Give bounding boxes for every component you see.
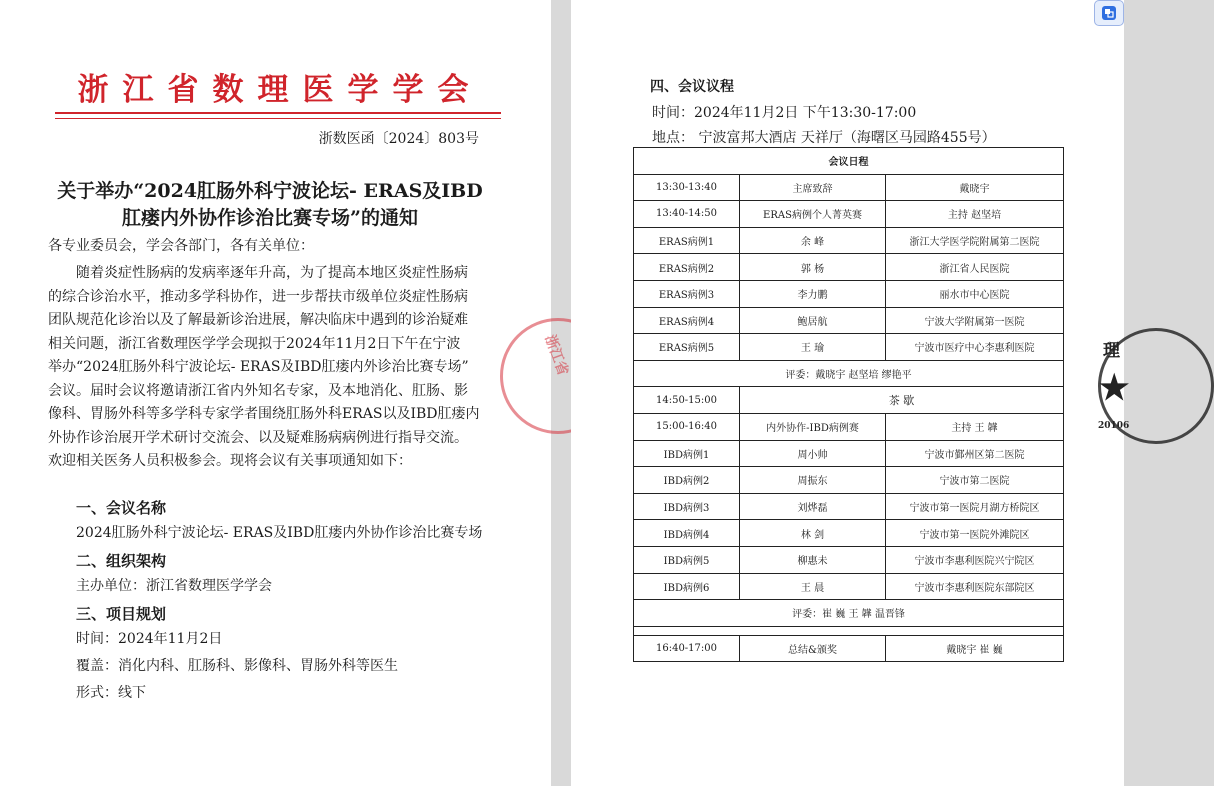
table-row: [634, 467, 1064, 494]
table-row: [634, 520, 1064, 547]
section-3-format: 形式：线下: [76, 685, 146, 701]
translate-icon[interactable]: [1094, 0, 1124, 26]
cell-time: 13:40-14:50: [634, 201, 740, 228]
body-line: 外协作诊治展开学术研讨交流会、以及疑难肠病病例进行指导交流。: [48, 429, 468, 446]
cell-time: 15:00-16:40: [634, 413, 740, 440]
seal-text: 浙江省: [541, 332, 571, 378]
table-row: [634, 307, 1064, 334]
cell-presenter: 王 瑜: [740, 334, 886, 361]
judges-text: 评委：戴晓宇 赵坚培 缪艳平: [634, 360, 1064, 387]
table-row: [634, 201, 1064, 228]
body-line: 相关问题，浙江省数理医学学会现拟于2024年11月2日下午在宁波: [48, 335, 461, 352]
table-row: [634, 254, 1064, 281]
cell-presenter: 鲍居航: [740, 307, 886, 334]
cell-case: IBD病例3: [634, 493, 740, 520]
cell-case: ERAS病例1: [634, 227, 740, 254]
title-line-1: 关于举办“2024肛肠外科宁波论坛- ERAS及IBD: [57, 180, 483, 202]
section-4-heading: 四、会议议程: [650, 79, 734, 95]
cell-presenter: 李力鹏: [740, 280, 886, 307]
cell-case: ERAS病例3: [634, 280, 740, 307]
table-title: 会议日程: [634, 148, 1064, 175]
cell-case: IBD病例6: [634, 573, 740, 600]
cell-hospital: 宁波市鄞州区第二医院: [886, 440, 1064, 467]
cell-presenter: 郭 杨: [740, 254, 886, 281]
cell-case: IBD病例2: [634, 467, 740, 494]
stamp-char: 理: [1103, 341, 1120, 361]
cell-presenter: 周振东: [740, 467, 886, 494]
document-number: 浙数医函〔2024〕803号: [318, 131, 479, 147]
table-row: [634, 280, 1064, 307]
letterhead-rule-thin: [55, 118, 501, 119]
cell-presenter: 周小帅: [740, 440, 886, 467]
meeting-location: 地点： 宁波富邦大酒店 天祥厅（海曙区马园路455号）: [652, 130, 996, 146]
table-row: [634, 440, 1064, 467]
cell-case: IBD病例5: [634, 546, 740, 573]
cell-presenter: 王 晨: [740, 573, 886, 600]
section-2-heading: 二、组织架构: [76, 552, 167, 570]
table-row: [634, 493, 1064, 520]
spacer-cell: [634, 626, 1064, 635]
body-line: 像科、胃肠外科等多学科专家学者围绕肛肠外科ERAS以及IBD肛瘘内: [48, 406, 480, 422]
cell-time: 13:30-13:40: [634, 174, 740, 201]
agenda-table: [633, 147, 1064, 662]
cell-presenter: 柳惠未: [740, 546, 886, 573]
table-row: [634, 413, 1064, 440]
section-3-heading: 三、项目规划: [76, 605, 167, 623]
judges-text: 评委：崔 巍 王 韡 温晋锋: [634, 600, 1064, 627]
cell-case: ERAS病例2: [634, 254, 740, 281]
cell-presenter: 刘烨磊: [740, 493, 886, 520]
body-line: 的综合诊治水平，推动多学科协作，进一步帮扶市级单位炎症性肠病: [48, 288, 468, 305]
letterhead: 浙江省数理医学学会: [77, 72, 483, 108]
cell-person: 主持 王 韡: [886, 413, 1064, 440]
left-page: [0, 0, 551, 786]
cell-time: 16:40-17:00: [634, 635, 740, 662]
spacer-row: [634, 626, 1064, 635]
judges-row: [634, 600, 1064, 627]
cell-hospital: 浙江大学医学院附属第二医院: [886, 227, 1064, 254]
cell-hospital: 宁波市李惠利医院兴宁院区: [886, 546, 1064, 573]
table-row: [634, 334, 1064, 361]
cell-hospital: 丽水市中心医院: [886, 280, 1064, 307]
table-row: [634, 573, 1064, 600]
cell-hospital: 宁波市第一医院月湖方桥院区: [886, 493, 1064, 520]
star-icon: ★: [1099, 368, 1130, 408]
cell-presenter: 余 峰: [740, 227, 886, 254]
cell-case: IBD病例1: [634, 440, 740, 467]
cell-topic: 总结&颁奖: [740, 635, 886, 662]
section-1-text: 2024肛肠外科宁波论坛- ERAS及IBD肛瘘内外协作诊治比赛专场: [76, 525, 483, 541]
cell-topic: ERAS病例个人菁英赛: [740, 201, 886, 228]
cell-person: 戴晓宇 崔 巍: [886, 635, 1064, 662]
body-line: 欢迎相关医务人员积极参会。现将会议有关事项通知如下：: [48, 453, 412, 469]
cell-case: IBD病例4: [634, 520, 740, 547]
table-row: [634, 546, 1064, 573]
cell-hospital: 宁波市第一医院外滩院区: [886, 520, 1064, 547]
cell-break: 茶 歇: [740, 387, 1064, 414]
table-row: [634, 174, 1064, 201]
cell-hospital: 宁波市第二医院: [886, 467, 1064, 494]
table-row: [634, 387, 1064, 414]
section-3-coverage: 覆盖：消化内科、肛肠科、影像科、胃肠外科等医生: [76, 658, 398, 674]
body-line: 团队规范化诊治以及了解最新诊治进展，解决临床中遇到的诊治疑难: [48, 312, 468, 328]
table-row: [634, 635, 1064, 662]
table-title-row: [634, 148, 1064, 175]
cell-topic: 主席致辞: [740, 174, 886, 201]
cell-person: 主持 赵坚培: [886, 201, 1064, 228]
cell-time: 14:50-15:00: [634, 387, 740, 414]
body-paragraph: [48, 262, 494, 474]
cell-hospital: 宁波市医疗中心李惠利医院: [886, 334, 1064, 361]
section-1-heading: 一、会议名称: [76, 499, 167, 517]
cell-hospital: 宁波大学附属第一医院: [886, 307, 1064, 334]
body-line: 随着炎症性肠病的发病率逐年升高，为了提高本地区炎症性肠病: [76, 265, 468, 281]
stamp-number: 20106: [1098, 421, 1130, 431]
letterhead-rule: [55, 112, 501, 114]
meeting-time: 时间：2024年11月2日 下午13:30-17:00: [652, 105, 917, 121]
body-line: 举办“2024肛肠外科宁波论坛- ERAS及IBD肛瘘内外诊治比赛专场”: [48, 359, 469, 375]
cell-topic: 内外协作-IBD病例赛: [740, 413, 886, 440]
cell-case: ERAS病例5: [634, 334, 740, 361]
body-line: 会议。届时会议将邀请浙江省内外知名专家，及本地消化、肛肠、影: [48, 382, 468, 399]
cell-hospital: 宁波市李惠利医院东部院区: [886, 573, 1064, 600]
cell-person: 戴晓宇: [886, 174, 1064, 201]
notice-title: [40, 178, 500, 232]
table-row: [634, 227, 1064, 254]
section-3-time: 时间：2024年11月2日: [76, 631, 223, 647]
cell-case: ERAS病例4: [634, 307, 740, 334]
judges-row: [634, 360, 1064, 387]
title-line-2: 肛瘘内外协作诊治比赛专场”的通知: [122, 207, 418, 229]
salutation: 各专业委员会，学会各部门，各有关单位：: [48, 238, 314, 254]
translate-glyph-icon: [1101, 5, 1117, 21]
cell-hospital: 浙江省人民医院: [886, 254, 1064, 281]
cell-presenter: 林 剑: [740, 520, 886, 547]
section-2-text: 主办单位：浙江省数理医学学会: [76, 578, 272, 594]
